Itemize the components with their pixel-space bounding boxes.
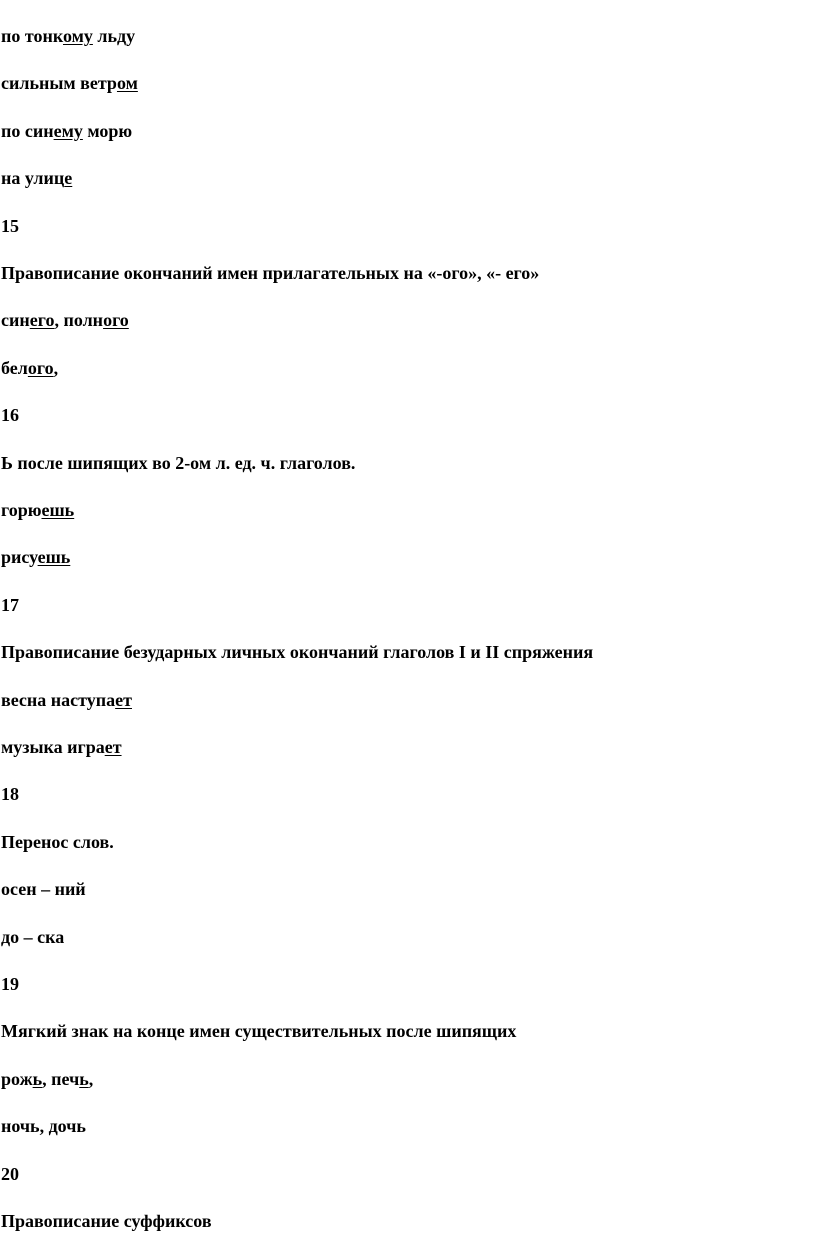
text-segment: осен – ний — [1, 879, 86, 900]
underlined-segment: ому — [62, 26, 93, 46]
text-segment: 19 — [1, 974, 19, 994]
underlined-segment: ешь — [37, 547, 71, 568]
text-segment: 16 — [1, 405, 19, 426]
document-line — [1, 167, 72, 189]
underlined-segment: ого — [103, 310, 129, 331]
text-segment: рису — [1, 547, 38, 568]
document-line — [1, 215, 19, 237]
underlined-segment: ему — [53, 120, 83, 141]
underlined-segment: ешь — [41, 500, 75, 520]
document-line — [1, 404, 19, 426]
text-segment: бел — [1, 357, 28, 378]
text-segment: , — [88, 1068, 94, 1089]
document-line — [1, 783, 19, 805]
document-line — [1, 262, 539, 284]
document-line — [1, 1020, 516, 1042]
underlined-segment: ом — [116, 73, 138, 94]
document-line — [1, 594, 19, 616]
text-segment: Перенос слов. — [1, 831, 114, 852]
text-segment: льду — [92, 26, 136, 46]
text-segment: 17 — [1, 594, 19, 615]
underlined-segment: ого — [27, 357, 54, 378]
document-line — [1, 1163, 19, 1185]
document-line — [1, 1210, 212, 1232]
text-segment: , — [53, 357, 59, 378]
text-segment: Правописание окончаний имен прилагательных на «-ого», «- его» — [1, 263, 540, 283]
text-segment: сильным ветр — [1, 73, 117, 94]
text-segment: по син — [1, 120, 54, 141]
text-segment: Правописание безударных личных окончаний глаголов I и II спряжения — [1, 642, 594, 663]
document-line — [1, 309, 129, 331]
text-segment: музыка игра — [1, 737, 105, 757]
document-line — [1, 72, 138, 94]
document-line — [1, 689, 132, 711]
text-segment: на улиц — [1, 168, 65, 189]
underlined-segment: е — [64, 168, 73, 189]
text-segment: , полн — [54, 310, 104, 331]
document-line — [1, 973, 19, 995]
document-line — [1, 357, 58, 379]
document-line — [1, 546, 70, 568]
text-segment: 18 — [1, 784, 19, 805]
text-segment: по тонк — [1, 26, 63, 46]
text-segment: до – ска — [1, 926, 65, 947]
document-line — [1, 736, 122, 758]
document-line — [1, 641, 593, 663]
text-segment: , печ — [42, 1068, 80, 1089]
document-line — [1, 1068, 93, 1090]
underlined-segment: ет — [104, 737, 122, 757]
text-segment: морю — [82, 120, 133, 141]
underlined-segment: ет — [115, 689, 132, 710]
document-line — [1, 831, 114, 853]
underlined-segment: ь — [32, 1068, 43, 1089]
text-segment: ночь, дочь — [1, 1116, 86, 1137]
text-segment: Ь после шипящих во 2-ом л. ед. ч. глаголов. — [1, 452, 356, 473]
text-segment: горю — [1, 500, 42, 520]
document-line — [1, 1115, 86, 1137]
underlined-segment: его — [29, 310, 55, 331]
underlined-segment: ь — [79, 1068, 89, 1089]
text-segment: весна наступа — [1, 689, 116, 710]
text-segment: син — [1, 310, 30, 331]
document-line — [1, 499, 74, 521]
text-segment: Правописание суффиксов — [1, 1211, 212, 1231]
text-segment: рож — [1, 1068, 33, 1089]
document-line — [1, 25, 135, 47]
document-line — [1, 120, 132, 142]
text-segment: 15 — [1, 215, 19, 236]
text-segment: Мягкий знак на конце имен существительных после шипящих — [1, 1021, 517, 1042]
document-line — [1, 926, 64, 948]
text-segment: 20 — [1, 1163, 19, 1184]
document-line — [1, 878, 86, 900]
document-line — [1, 452, 355, 474]
